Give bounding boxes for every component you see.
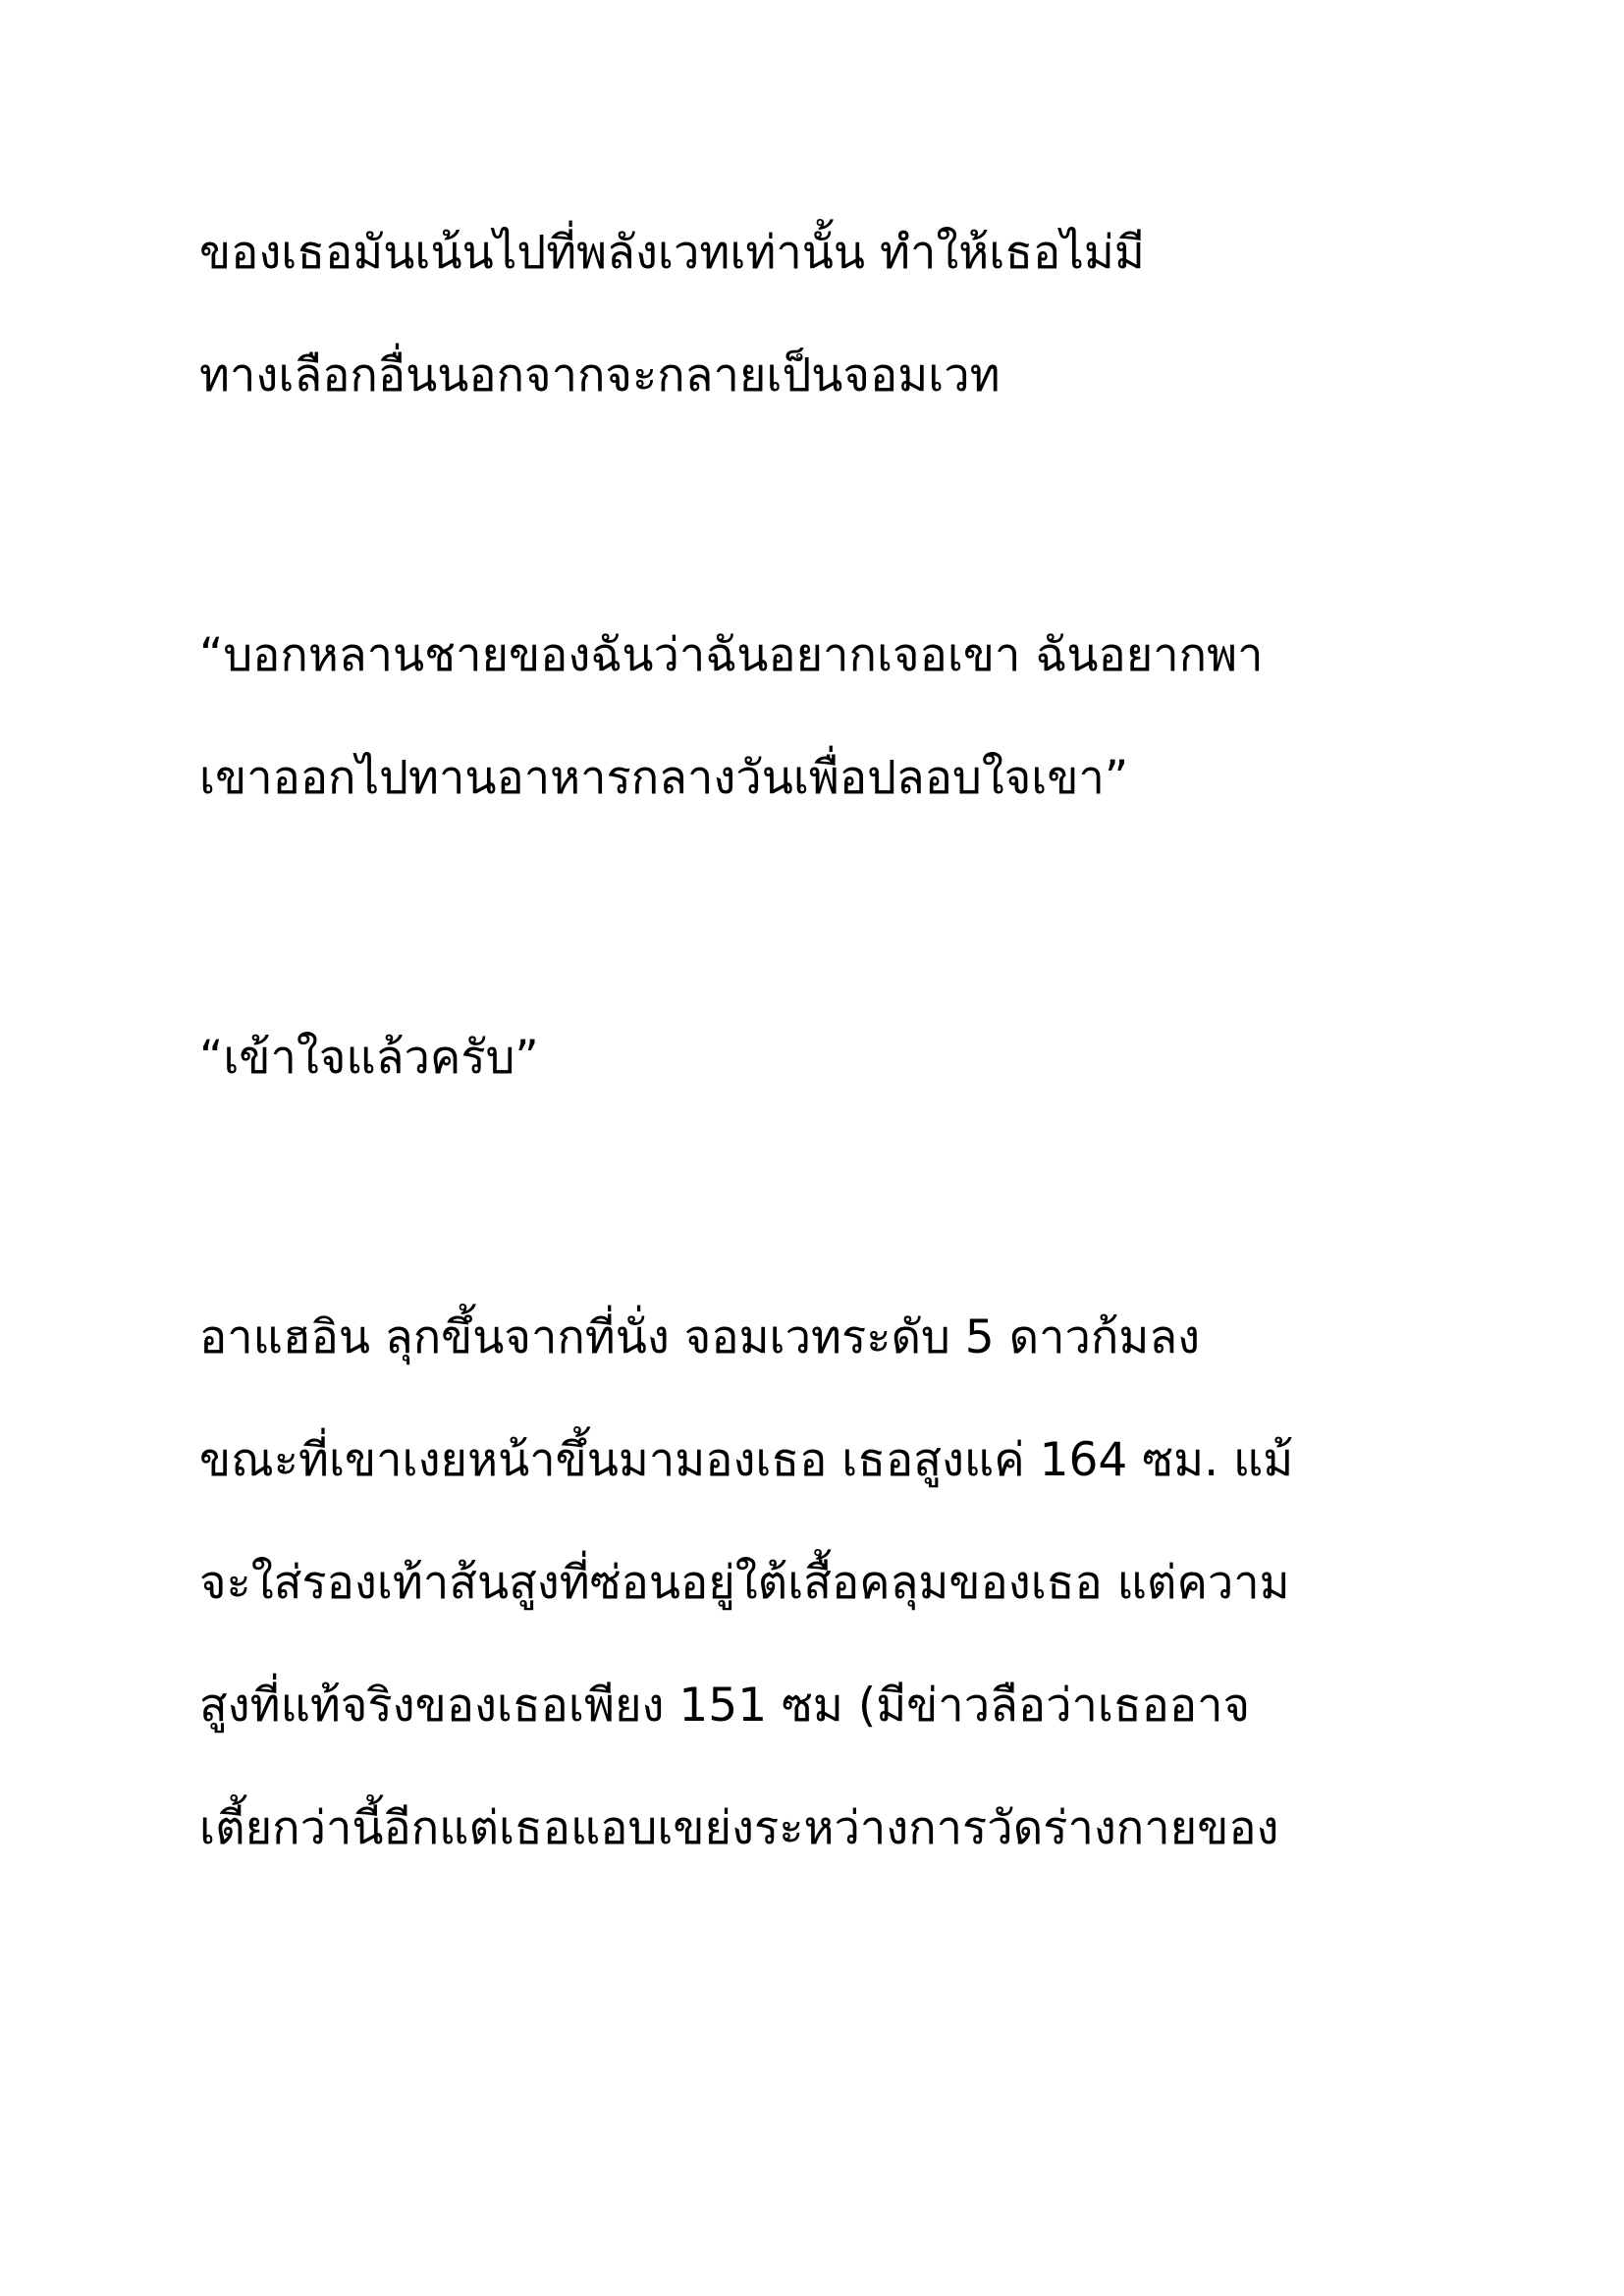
paragraph-2-line-2: เขาออกไปทานอาหารกลางวันเพื่อปลอบใจเขา” <box>199 751 1129 805</box>
paragraph-4-line-4: สูงที่แท้จริงของเธอเพียง 151 ซม (มีข่าวลือว่าเธออาจ <box>199 1679 1251 1733</box>
paragraph-4-line-2: ขณะที่เขาเงยหน้าขึ้นมามองเธอ เธอสูงแค่ 164 ซม. แม้ <box>199 1433 1294 1487</box>
paragraph-4-line-5: เตี้ยกว่านี้อีกแต่เธอแอบเขย่งระหว่างการวัดร่างกายของ <box>199 1801 1279 1855</box>
paragraph-4-line-1: อาแฮอิน ลุกขึ้นจากที่นั่ง จอมเวทระดับ 5 ดาวก้มลง <box>199 1310 1201 1364</box>
paragraph-1-line-1: ของเธอมันเน้นไปที่พลังเวทเท่านั้น ทำให้เธอไม่มี <box>199 226 1145 280</box>
paragraph-2-line-1: “บอกหลานชายของฉันว่าฉันอยากเจอเขา ฉันอยากพา <box>199 628 1264 682</box>
paragraph-3-line-1: “เข้าใจแล้วครับ” <box>199 1031 539 1085</box>
paragraph-1-line-2: ทางเลือกอื่นนอกจากจะกลายเป็นจอมเวท <box>199 348 1001 402</box>
paragraph-4-line-3: จะใส่รองเท้าส้นสูงที่ซ่อนอยู่ใต้เสื้อคลุมของเธอ แต่ความ <box>199 1556 1290 1610</box>
